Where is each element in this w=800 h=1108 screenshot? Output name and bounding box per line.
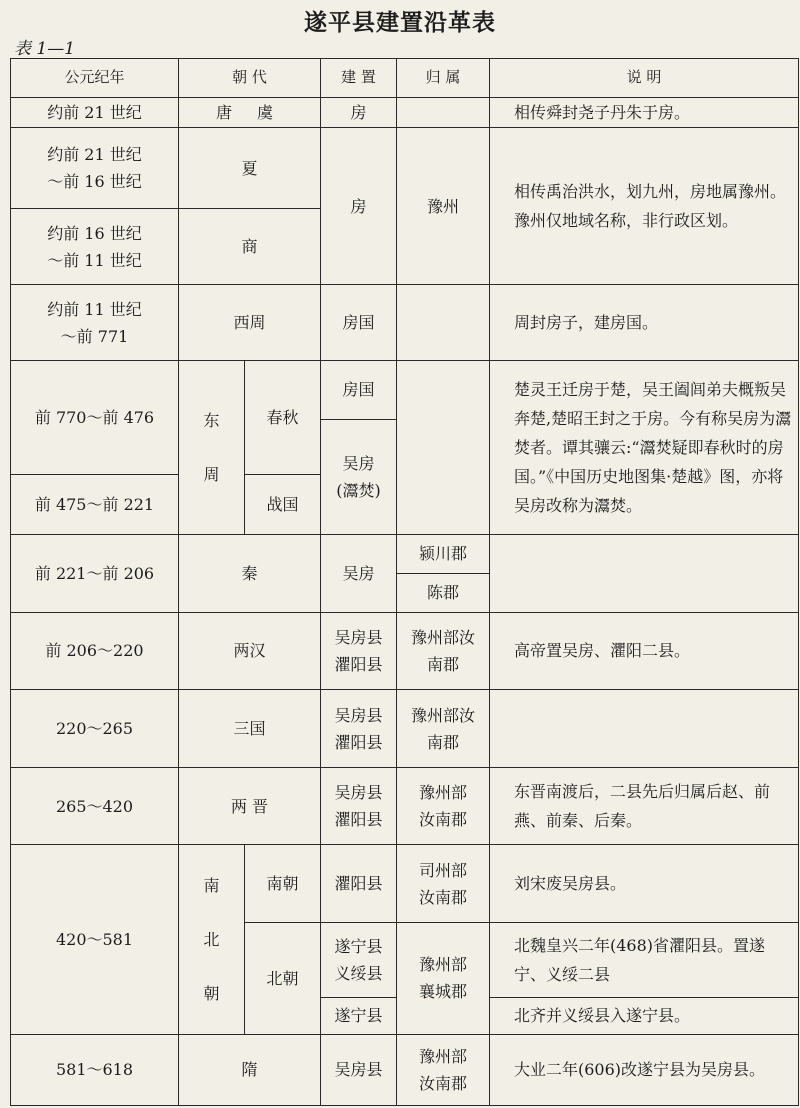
affiliation-cell (397, 360, 490, 534)
table-row (11, 768, 799, 844)
dynasty-cell: 西周 (179, 285, 321, 360)
affiliation-cell: 陈郡 (397, 573, 490, 612)
establishment-cell: 吴房 (灊焚) (321, 419, 397, 534)
dynasty-group-cell: 东 周 (179, 360, 245, 534)
dynasty-cell: 隋 (179, 1034, 321, 1106)
affiliation-cell: 司州部 汝南郡 (397, 844, 490, 922)
header-affiliation: 归 属 (397, 59, 490, 98)
establishment-cell: 房国 (321, 360, 397, 419)
table-row (11, 689, 799, 767)
header-establishment: 建 置 (321, 59, 397, 98)
establishment-cell: 吴房县 灈阳县 (321, 768, 397, 844)
note-cell (490, 689, 799, 767)
affiliation-cell (397, 97, 490, 128)
note-cell (490, 535, 799, 612)
table-row (11, 535, 799, 574)
dynasty-cell: 三国 (179, 689, 321, 767)
note-cell: 楚灵王迁房于楚，吴王阖闾弟夫概叛吴奔楚,楚昭王封之于房。今有称吴房为灊焚者。谭其骧云:“灊焚疑即春秋时的房国。”《中国历史地图集·楚越》图，亦将吴房改称为灊焚。 (490, 360, 799, 534)
year-cell: 220～265 (11, 689, 179, 767)
note-cell: 周封房子，建房国。 (490, 285, 799, 360)
header-row (11, 59, 799, 98)
year-cell: 约前 16 世纪 ～前 11 世纪 (11, 208, 179, 284)
note-cell: 北魏皇兴二年(468)省灈阳县。置遂宁、义绥二县 (490, 923, 799, 997)
header-notes: 说 明 (490, 59, 799, 98)
table-row (11, 97, 799, 128)
page-title: 遂平县建置沿革表 (304, 10, 496, 36)
year-cell: 约前 11 世纪 ～前 771 (11, 285, 179, 360)
year-cell: 前 475～前 221 (11, 474, 179, 534)
affiliation-cell (397, 285, 490, 360)
note-cell: 大业二年(606)改遂宁县为吴房县。 (490, 1034, 799, 1106)
year-cell: 265～420 (11, 768, 179, 844)
establishment-cell: 遂宁县 (321, 997, 397, 1034)
history-table (10, 58, 799, 1106)
year-cell: 前 206～220 (11, 612, 179, 689)
dynasty-cell: 秦 (179, 535, 321, 612)
note-cell: 北齐并义绥县入遂宁县。 (490, 997, 799, 1034)
dynasty-cell: 两 晋 (179, 768, 321, 844)
note-cell: 东晋南渡后，二县先后归属后赵、前燕、前秦、后秦。 (490, 768, 799, 844)
table-row (11, 128, 799, 209)
dynasty-cell: 夏 (179, 128, 321, 209)
table-row (11, 285, 799, 360)
dynasty-cell: 两汉 (179, 612, 321, 689)
year-cell: 约前 21 世纪 (11, 97, 179, 128)
affiliation-cell: 豫州 (397, 128, 490, 285)
year-cell: 420～581 (11, 844, 179, 1034)
establishment-cell: 吴房 (321, 535, 397, 612)
affiliation-cell: 豫州部 汝南郡 (397, 768, 490, 844)
table-number: 表 1—1 (14, 39, 76, 59)
table-row (11, 1034, 799, 1106)
affiliation-cell: 颍川郡 (397, 535, 490, 574)
establishment-cell: 房国 (321, 285, 397, 360)
note-cell: 相传禹治洪水，划九州，房地属豫州。豫州仅地域名称，非行政区划。 (490, 128, 799, 285)
establishment-cell: 灈阳县 (321, 844, 397, 922)
establishment-cell: 房 (321, 128, 397, 285)
table-row (11, 612, 799, 689)
header-year: 公元纪年 (11, 59, 179, 98)
dynasty-cell: 战国 (245, 474, 321, 534)
year-cell: 约前 21 世纪 ～前 16 世纪 (11, 128, 179, 209)
year-cell: 581～618 (11, 1034, 179, 1106)
establishment-cell: 房 (321, 97, 397, 128)
dynasty-cell: 唐 虞 (179, 97, 321, 128)
table-row (11, 844, 799, 922)
establishment-cell: 吴房县 (321, 1034, 397, 1106)
affiliation-cell: 豫州部汝 南郡 (397, 689, 490, 767)
dynasty-cell: 南朝 (245, 844, 321, 922)
dynasty-cell: 商 (179, 208, 321, 284)
table-row (11, 360, 799, 419)
establishment-cell: 吴房县 灈阳县 (321, 689, 397, 767)
dynasty-cell: 春秋 (245, 360, 321, 474)
affiliation-cell: 豫州部 汝南郡 (397, 1034, 490, 1106)
year-cell: 前 221～前 206 (11, 535, 179, 612)
note-cell: 高帝置吴房、灈阳二县。 (490, 612, 799, 689)
affiliation-cell: 豫州部汝 南郡 (397, 612, 490, 689)
establishment-cell: 遂宁县 义绥县 (321, 923, 397, 997)
note-cell: 相传舜封尧子丹朱于房。 (490, 97, 799, 128)
dynasty-cell: 北朝 (245, 923, 321, 1034)
header-dynasty: 朝 代 (179, 59, 321, 98)
note-cell: 刘宋废吴房县。 (490, 844, 799, 922)
establishment-cell: 吴房县 灈阳县 (321, 612, 397, 689)
year-cell: 前 770～前 476 (11, 360, 179, 474)
dynasty-group-cell: 南 北 朝 (179, 844, 245, 1034)
affiliation-cell: 豫州部 襄城郡 (397, 923, 490, 1034)
